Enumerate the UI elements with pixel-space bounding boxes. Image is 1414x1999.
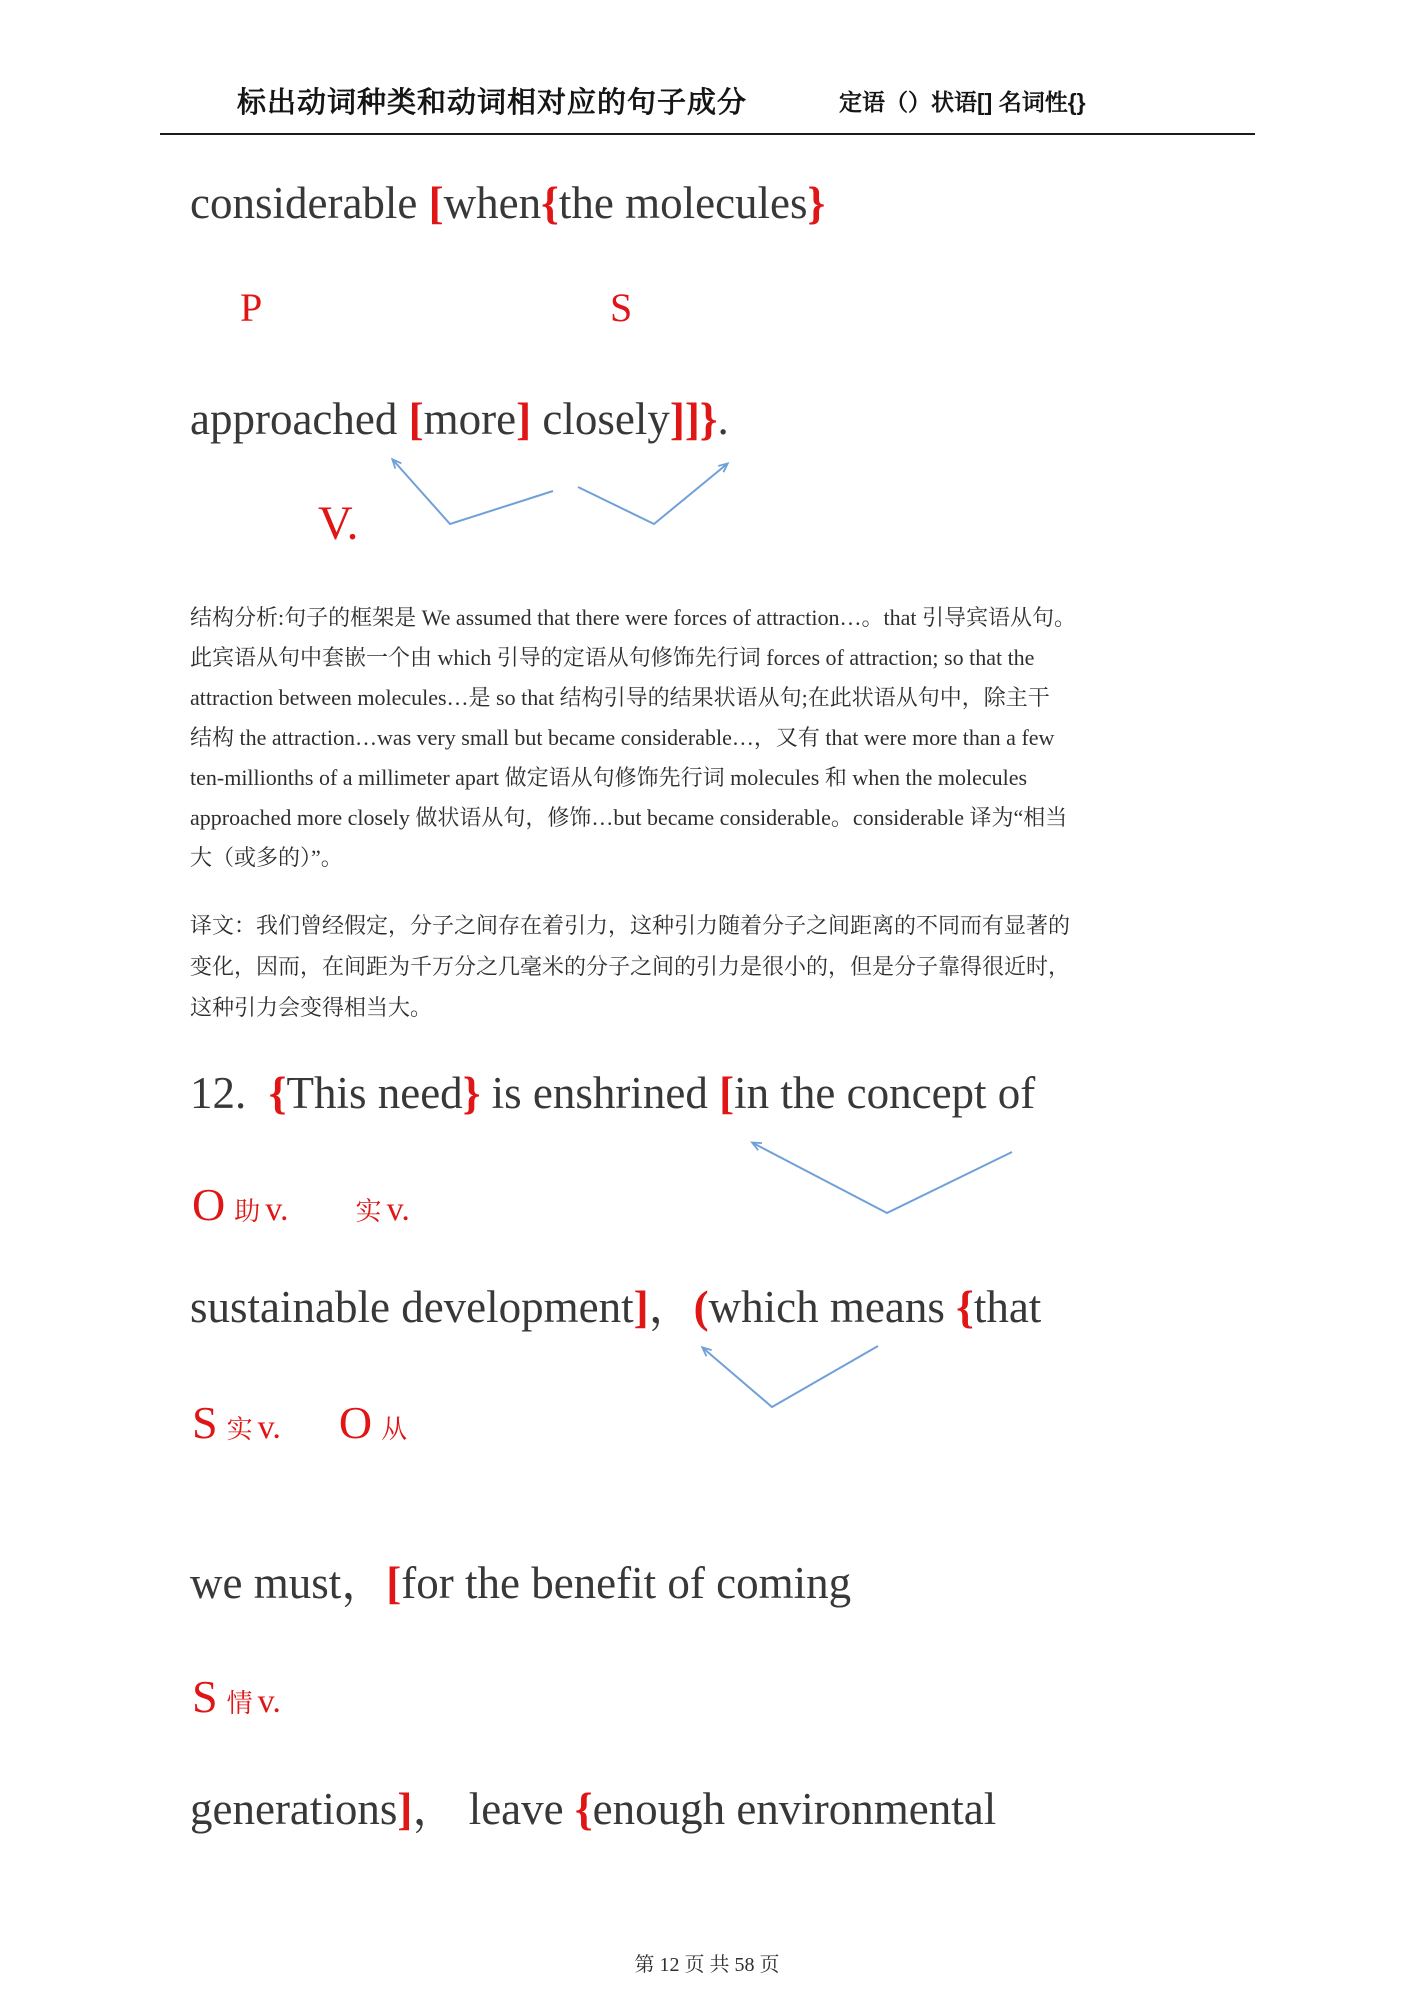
connector-arrow-development	[703, 1346, 878, 1407]
structure-analysis-line: approached more closely 做状语从句，修饰…but became considerable。considerable 译为“相当	[190, 805, 1068, 830]
structure-analysis-paragraph	[190, 598, 1150, 878]
translation-paragraph	[190, 905, 1150, 1028]
structure-analysis-line: 大（或多的）”。	[190, 845, 343, 870]
connector-arrow-enshrined	[753, 1143, 1012, 1213]
label-subject-s: S	[610, 285, 633, 330]
sentence12-line2: sustainable development]，(which means {that	[190, 1282, 1042, 1332]
sentence12-line1: 12. {This need} is enshrined [in the concept of	[190, 1068, 1036, 1118]
connector-arrow-approached	[393, 460, 553, 524]
structure-analysis-line: 结构 the attraction…was very small but became considerable…，又有 that were more than a few	[190, 725, 1055, 750]
structure-analysis-line: attraction between molecules…是 so that 结构引导的结果状语从句;在此状语从句中，除主干	[190, 685, 1050, 710]
sentence12-line4: generations]， leave {enough environmental	[190, 1784, 997, 1834]
sentence11-line1: considerable [when{the molecules}	[190, 178, 826, 228]
label-predicate-p: P	[240, 285, 263, 330]
header-rule	[160, 133, 1255, 135]
structure-analysis-line: ten-millionths of a millimeter apart 做定语从句修饰先行词 molecules 和 when the molecules	[190, 765, 1028, 790]
structure-analysis-line: 结构分析:句子的框架是 We assumed that there were forces of attraction…。that 引导宾语从句。	[190, 605, 1076, 630]
sentence11-line2: approached [more] closely]]}.	[190, 394, 729, 444]
page-number-footer: 第 12 页 共 58 页	[634, 1954, 780, 1976]
header-left-title: 标出动词种类和动词相对应的句子成分	[237, 87, 748, 119]
sentence12-labels-row1: O助 v. 实 v.	[192, 1179, 410, 1230]
translation-line: 变化，因而，在间距为千万分之几毫米的分子之间的引力是很小的，但是分子靠得很近时，	[190, 954, 1071, 979]
translation-line: 这种引力会变得相当大。	[190, 995, 433, 1020]
sentence12-labels-row2: S实 v. O 从	[192, 1397, 408, 1448]
label-verb-v: V.	[318, 497, 359, 550]
header-right-legend: 定语（）状语[] 名词性{}	[839, 89, 1086, 115]
sentence12-labels-row3: S情 v.	[192, 1671, 281, 1722]
sentence12-line3: we must，[for the benefit of coming	[190, 1558, 852, 1608]
connector-arrow-closely	[578, 464, 727, 524]
structure-analysis-line: 此宾语从句中套嵌一个由 which 引导的定语从句修饰先行词 forces of attraction; so that the	[190, 645, 1035, 670]
translation-line: 译文：我们曾经假定，分子之间存在着引力，这种引力随着分子之间距离的不同而有显著的	[190, 913, 1071, 938]
